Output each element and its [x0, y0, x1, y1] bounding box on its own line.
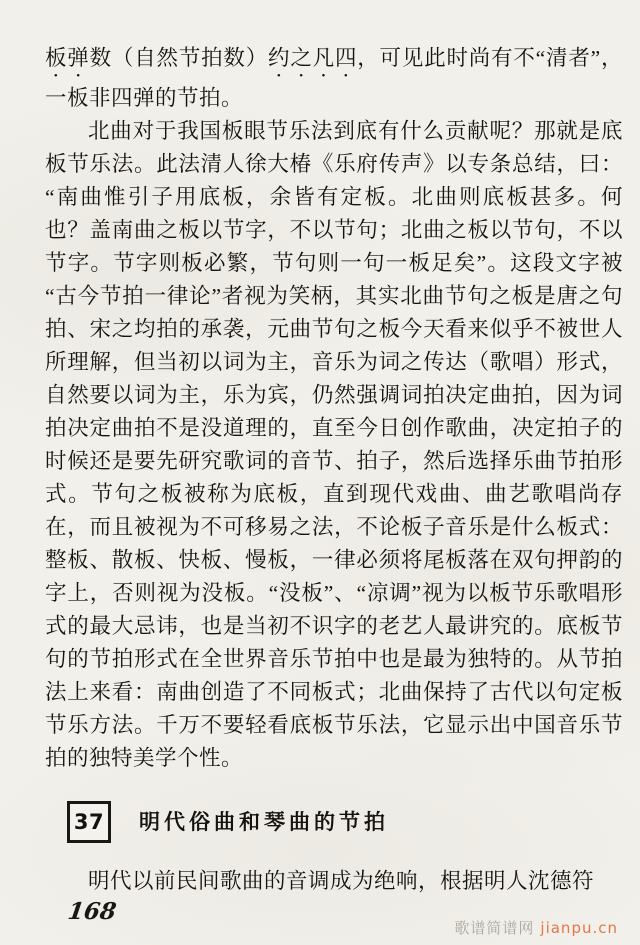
section-title: 明代俗曲和琴曲的节拍	[139, 809, 389, 834]
paragraph-continuation	[45, 42, 623, 115]
page-body	[45, 42, 623, 898]
emphasized-text: 约之凡四	[268, 46, 358, 70]
paragraph-main: 北曲对于我国板眼节乐法到底有什么贡献呢？那就是底板节乐法。此法清人徐大椿《乐府传声》以专条总结，曰：“南曲惟引子用底板，余皆有定板。北曲则底板甚多。何也？盖南曲之板以节字，不以节句；北曲之板以节句，不以节字。节字则板必繁，节句则一句一板足矣”。这段文字被“古今节拍一律论”者视为笑柄，其实北曲节句之板是唐之句拍、宋之均拍的承袭，元曲节句之板今天看来似乎不被世人所理解，但当初以词为主，音乐为词之传达（歌唱）形式，自然要以词为主，乐为宾，仍然强调词拍决定曲拍，因为词拍决定曲拍不是没道理的，直至今日创作歌曲，决定拍子的时候还是要先研究歌词的音节、拍子，然后选择乐曲节拍形式。节句之板被称为底板，直到现代戏曲、曲艺歌唱尚存在，而且被视为不可移易之法，不论板子音乐是什么板式：整板、散板、快板、慢板，一律必须将尾板落在双句押韵的字上，否则视为没板。“没板”、“凉调”视为以板节乐歌唱形式的最大忌讳，也是当初不识字的老艺人最讲究的。底板节句的节拍形式在全世界音乐节拍中也是最为独特的。从节拍法上来看：南曲创造了不同板式；北曲保持了古代以句定板节乐方法。千万不要轻看底板节乐法，它显示出中国音乐节拍的独特美学个性。	[45, 119, 623, 770]
page-number: 168	[66, 898, 118, 925]
watermark-site-name: 歌谱简谱网	[454, 919, 535, 937]
watermark	[454, 917, 618, 938]
section-number: 37	[73, 809, 105, 834]
body-text-run: 数（自然节拍数）	[89, 46, 269, 70]
body-text-run: ，可见此时尚有不“清者”，一板非四弹的节拍。	[45, 46, 623, 110]
emphasized-text: 板弹	[45, 46, 90, 70]
section-number-box	[67, 801, 111, 843]
section-heading	[67, 801, 623, 843]
paragraph-section-start: 明代以前民间歌曲的音调成为绝响，根据明人沈德符	[88, 869, 595, 893]
watermark-site-url: jianpu.cn	[540, 919, 618, 937]
